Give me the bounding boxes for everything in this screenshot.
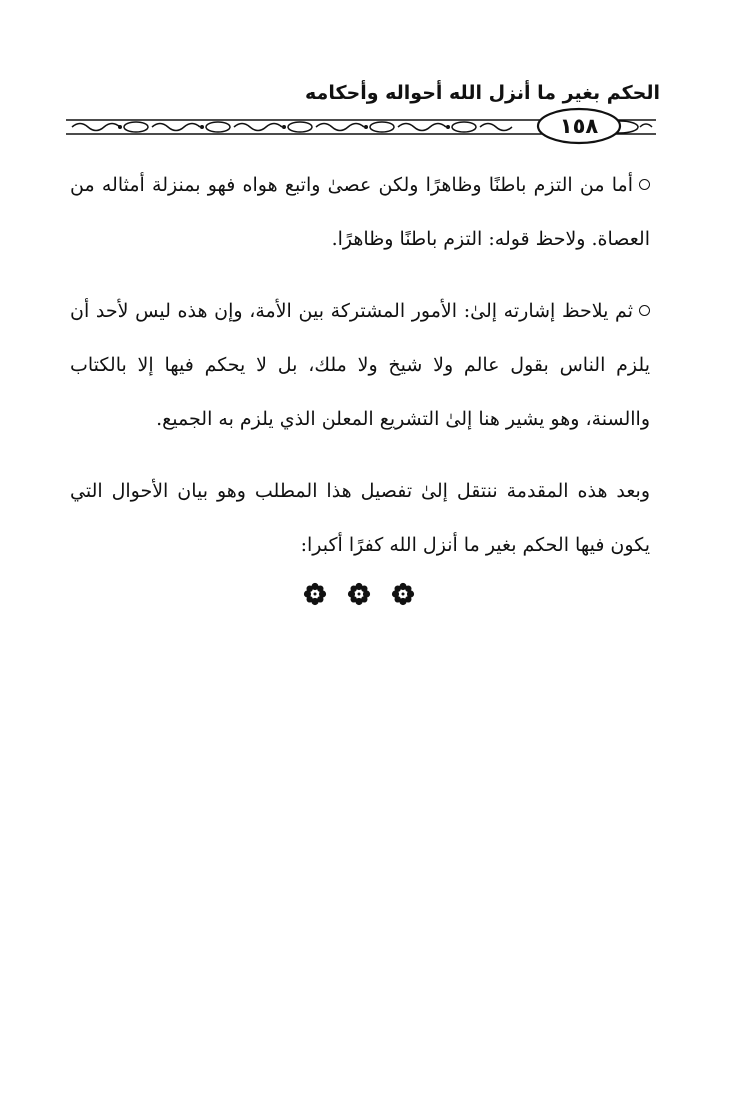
bullet-circle-icon bbox=[639, 179, 650, 190]
section-separator bbox=[303, 582, 415, 606]
paragraph-2-text: ثم يلاحظ إشارته إلىٰ: الأمور المشتركة بين الأمة، وإن هذه ليس لأحد أن يلزم الناس بقول عالم ولا شيخ ولا ملك، بل لا يحكم فيها إلا بالكتاب واالسنة، وهو يشير هنا إلىٰ التشريع المعلن الذي يلزم به الجميع. bbox=[70, 300, 650, 430]
paragraph-1 bbox=[70, 158, 650, 266]
bullet-circle-icon bbox=[639, 305, 650, 316]
flower-ornament-icon bbox=[303, 582, 327, 606]
page-number: ١٥٨ bbox=[559, 114, 599, 138]
paragraph-2 bbox=[70, 284, 650, 446]
flower-ornament-icon bbox=[391, 582, 415, 606]
paragraph-3-text: وبعد هذه المقدمة ننتقل إلىٰ تفصيل هذا المطلب وهو بيان الأحوال التي يكون فيها الحكم بغير ما أنزل الله كفرًا أكبرا: bbox=[70, 480, 650, 556]
body-text bbox=[70, 158, 650, 590]
paragraph-1-text: أما من التزم باطنًا وظاهرًا ولكن عصىٰ واتبع هواه فهو بمنزلة أمثاله من العصاة. ولاحظ قوله: التزم باطنًا وظاهرًا. bbox=[70, 174, 650, 250]
paragraph-3 bbox=[70, 464, 650, 572]
page-header bbox=[60, 82, 660, 142]
running-title: الحكم بغير ما أنزل الله أحواله وأحكامه bbox=[305, 82, 660, 104]
flower-ornament-icon bbox=[347, 582, 371, 606]
